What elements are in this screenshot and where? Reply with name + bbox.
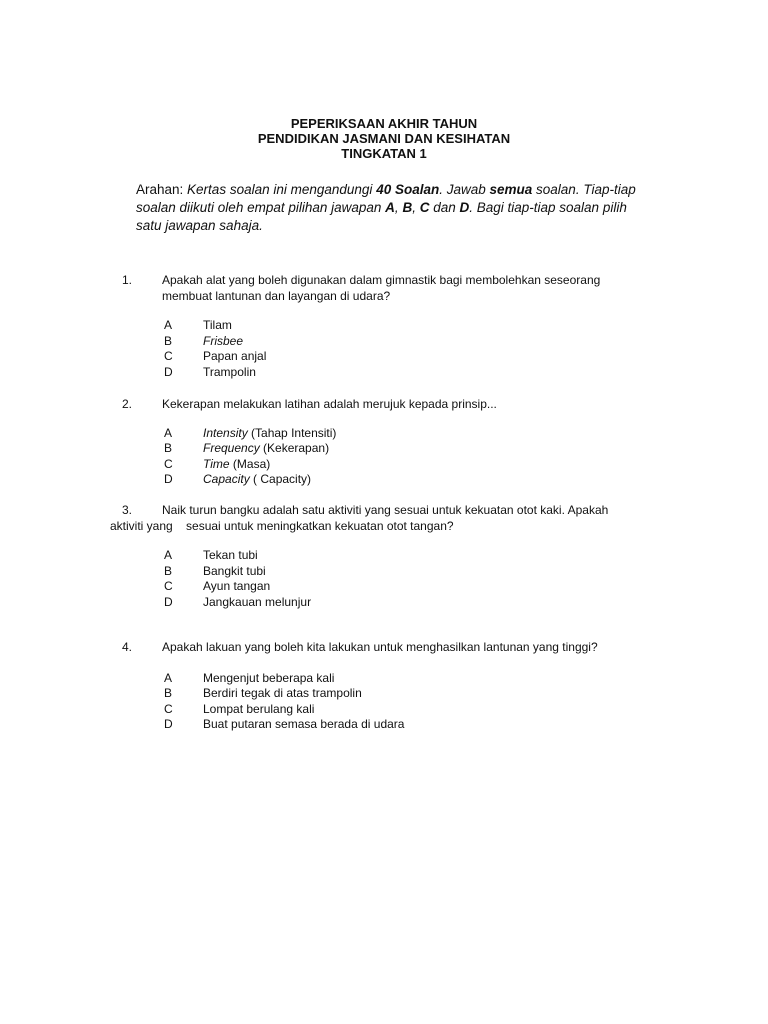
option-c[interactable] xyxy=(164,348,266,364)
option-text: (Masa) xyxy=(229,457,271,471)
option-a[interactable] xyxy=(164,317,232,333)
option-text: Bangkit tubi xyxy=(203,564,266,578)
option-text: Tilam xyxy=(203,318,232,332)
option-letter: D xyxy=(164,595,173,609)
question-number: 1. xyxy=(122,273,133,287)
option-c[interactable] xyxy=(164,578,270,594)
option-text: Frisbee xyxy=(203,334,244,348)
option-letter: A xyxy=(164,426,173,440)
option-letter: C xyxy=(164,579,173,593)
instructions-text: . Jawab xyxy=(439,182,490,197)
option-term: Time xyxy=(203,457,230,471)
option-letter: A xyxy=(164,548,173,562)
option-b[interactable] xyxy=(164,685,362,701)
question-text: Apakah alat yang boleh digunakan dalam gimnastik bagi membolehkan seseorang membuat lantunan dan layangan di udara? xyxy=(162,273,601,303)
choice-b: B xyxy=(402,200,413,215)
option-b[interactable] xyxy=(164,333,243,349)
exam-header xyxy=(0,116,768,161)
instructions-emphasis: semua xyxy=(489,182,533,197)
question-number: 2. xyxy=(122,397,133,411)
option-text: Tekan tubi xyxy=(203,548,258,562)
question-number: 3. xyxy=(122,503,133,517)
option-text: Ayun tangan xyxy=(203,579,271,593)
option-letter: A xyxy=(164,318,173,332)
option-letter: D xyxy=(164,717,173,731)
option-letter: C xyxy=(164,702,173,716)
option-a[interactable] xyxy=(164,547,258,563)
choice-a: A xyxy=(385,200,395,215)
option-letter: D xyxy=(164,365,173,379)
option-c[interactable] xyxy=(164,456,270,472)
option-text: Papan anjal xyxy=(203,349,267,363)
instructions-text: , xyxy=(412,200,420,215)
option-c[interactable] xyxy=(164,701,314,717)
question-count: 40 Soalan xyxy=(376,182,440,197)
option-term: Capacity xyxy=(203,472,250,486)
option-a[interactable] xyxy=(164,425,336,441)
question-number: 4. xyxy=(122,640,133,654)
option-b[interactable] xyxy=(164,440,329,456)
question-text: Kekerapan melakukan latihan adalah merujuk kepada prinsip... xyxy=(162,397,497,411)
option-letter: B xyxy=(164,441,173,455)
option-letter: C xyxy=(164,457,173,471)
option-letter: B xyxy=(164,334,173,348)
question-text-continued: aktiviti yang sesuai untuk meningkatkan kekuatan otot tangan? xyxy=(110,519,454,533)
instructions-text: . Bagi tiap-tiap soalan pilih satu jawapan sahaja. xyxy=(136,200,627,233)
option-text: Buat putaran semasa berada di udara xyxy=(203,717,405,731)
option-term: Frequency xyxy=(203,441,260,455)
instructions-text: Kertas soalan ini mengandungi xyxy=(187,182,377,197)
option-text: Lompat berulang kali xyxy=(203,702,315,716)
option-text: Mengenjut beberapa kali xyxy=(203,671,335,685)
instructions-text: dan xyxy=(429,200,460,215)
question-text: Naik turun bangku adalah satu aktiviti yang sesuai untuk kekuatan otot kaki. Apakah xyxy=(162,503,609,517)
instructions xyxy=(136,181,646,235)
option-text: (Tahap Intensiti) xyxy=(247,426,337,440)
option-letter: B xyxy=(164,686,173,700)
option-d[interactable] xyxy=(164,471,311,487)
option-b[interactable] xyxy=(164,563,266,579)
instructions-label: Arahan: xyxy=(136,182,188,197)
option-text: Berdiri tegak di atas trampolin xyxy=(203,686,362,700)
option-a[interactable] xyxy=(164,670,334,686)
option-text: Jangkauan melunjur xyxy=(203,595,312,609)
option-d[interactable] xyxy=(164,594,311,610)
option-d[interactable] xyxy=(164,364,256,380)
subject-title: PENDIDIKAN JASMANI DAN KESIHATAN xyxy=(257,131,511,146)
option-text: (Kekerapan) xyxy=(259,441,330,455)
option-letter: D xyxy=(164,472,173,486)
option-text: Trampolin xyxy=(203,365,256,379)
option-text: ( Capacity) xyxy=(249,472,312,486)
form-level: TINGKATAN 1 xyxy=(341,146,427,161)
option-letter: C xyxy=(164,349,173,363)
option-term: Intensity xyxy=(203,426,248,440)
choice-c: C xyxy=(419,200,430,215)
choice-d: D xyxy=(459,200,470,215)
option-letter: B xyxy=(164,564,173,578)
exam-title: PEPERIKSAAN AKHIR TAHUN xyxy=(290,116,478,131)
question-text: Apakah lakuan yang boleh kita lakukan untuk menghasilkan lantunan yang tinggi? xyxy=(162,640,598,654)
option-d[interactable] xyxy=(164,716,404,732)
instructions-text: soalan. Tiap-tiap soalan diikuti oleh empat pilihan jawapan xyxy=(136,182,636,215)
instructions-text: , xyxy=(394,200,403,215)
option-letter: A xyxy=(164,671,173,685)
